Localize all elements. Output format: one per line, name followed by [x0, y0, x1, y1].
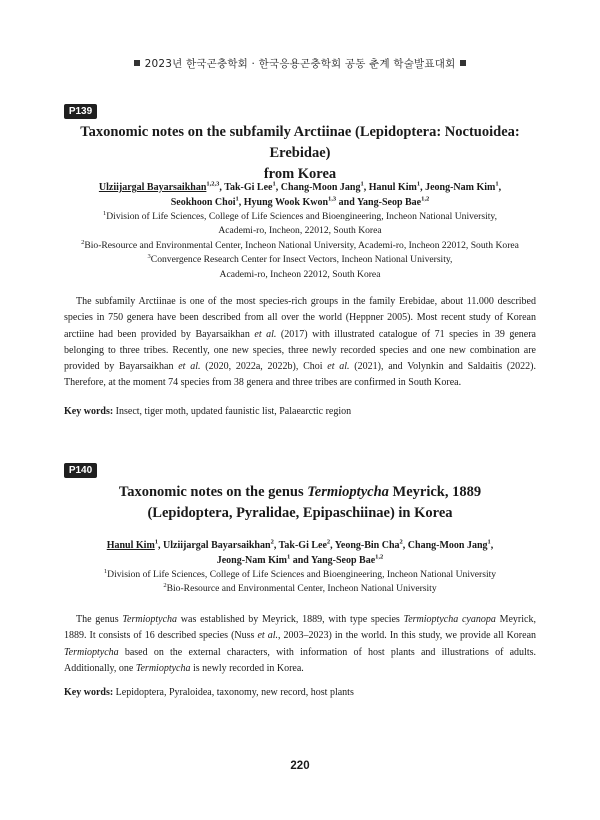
abstract-body: The genus Termioptycha was established by Meyrick, 1889, with type species Termioptycha cyanopa Meyrick, 1889. It consists of 16 described species (Nuss et al., 2003–2023) in the world. In this study, we provide all Korean Termioptycha based on the external characters, with information of host plants and illustrations of adults. Additionally, one Termioptycha is newly recorded in Korea. [64, 614, 537, 674]
abstract-title: Taxonomic notes on the subfamily Arctiinae (Lepidoptera: Noctuoidea: Erebidae) from Korea [80, 124, 520, 182]
author: Jeong-Nam Kim [425, 182, 496, 193]
keywords: Key words: Lepidoptera, Pyraloidea, taxonomy, new record, host plants [64, 687, 354, 698]
square-bullet-icon [134, 60, 140, 66]
author-list: Hanul Kim$^1$, Ulziijargal Bayarsaikhan$^2$, Tak-Gi Lee$^2$, Yeong-Bin Cha$^2$, Chang-Moon Jang$^1$, Jeong-Nam Kim$^1$ and Yang-Seop Bae$^{1,2}$ [106, 538, 494, 566]
author: Hanul Kim [368, 182, 417, 193]
presenting-author: Hanul Kim [106, 540, 155, 551]
author: Hyung Wook Kwon [243, 197, 329, 208]
page-number: 220 [290, 760, 310, 772]
author: Jeong-Nam Kim [216, 555, 287, 566]
author: Yang-Seop Bae [356, 197, 422, 208]
conference-title: 2023년 한국곤충학회 · 한국응용곤충학회 공동 춘계 학술발표대회 [144, 58, 456, 70]
author-list: Ulziijargal Bayarsaikhan$^{1,2,3}$, Tak-Gi Lee$^1$, Chang-Moon Jang$^1$, Hanul Kim$^1$, Jeong-Nam Kim$^1$, Seokhoon Choi$^1$, Hyung Wook Kwon$^{1,3}$ and Yang-Seop Bae$^{1,2}$ [98, 180, 502, 208]
author: Ulziijargal Bayarsaikhan [163, 540, 271, 551]
author: Chang-Moon Jang [280, 182, 361, 193]
abstract-title: Taxonomic notes on the genus Termioptycha Meyrick, 1889 (Lepidoptera, Pyralidae, Epipaschiinae) in Korea [118, 484, 482, 521]
running-header [0, 56, 600, 71]
author: Tak-Gi Lee [224, 182, 273, 193]
author: Chang-Moon Jang [407, 540, 488, 551]
abstract-body: The subfamily Arctiinae is one of the most species-rich groups in the family Erebidae, about 11.000 described species in 750 genera have been described from all over the world (Heppner 2005). Most recent study of Korean arctiine had been provided by Bayarsaikhan et al. (2017) with illustrated catalogue of 71 species in 39 genera belonging to three tribes. Recently, one new species, three newly recorded species and one new combination are provided by Bayarsaikhan et al. (2020, 2022a, 2022b), Choi et al. (2021), and Volynkin and Saldaitis (2022). Therefore, at the moment 74 species from 38 genera and three tribes are confirmed in South Korea. [64, 296, 537, 389]
author: Yeong-Bin Cha [334, 540, 400, 551]
square-bullet-icon [460, 60, 466, 66]
author: Tak-Gi Lee [278, 540, 327, 551]
author: Yang-Seop Bae [310, 555, 376, 566]
presenting-author: Ulziijargal Bayarsaikhan [98, 182, 207, 193]
keywords: Key words: Insect, tiger moth, updated faunistic list, Palaearctic region [64, 406, 352, 417]
abstract-tag: P140 [64, 463, 97, 478]
abstract-tag: P139 [64, 104, 97, 119]
affiliations: $^1$Division of Life Sciences, College of Life Sciences and Bioengineering, Incheon National University $^2$Bio-Resource and Environmental Center, Incheon National University [103, 567, 497, 595]
affiliations: $^1$Division of Life Sciences, College of Life Sciences and Bioengineering, Incheon National University, Academi-ro, Incheon, 22012, South Korea $^2$Bio-Resource and Environmental Center, Incheon National University, Academi-ro, Incheon 22012, South Korea $^3$Convergence Research Center for Insect Vectors, Incheon National University, Academi-ro, Incheon 22012, South Korea [81, 209, 519, 280]
author: Seokhoon Choi [170, 197, 236, 208]
